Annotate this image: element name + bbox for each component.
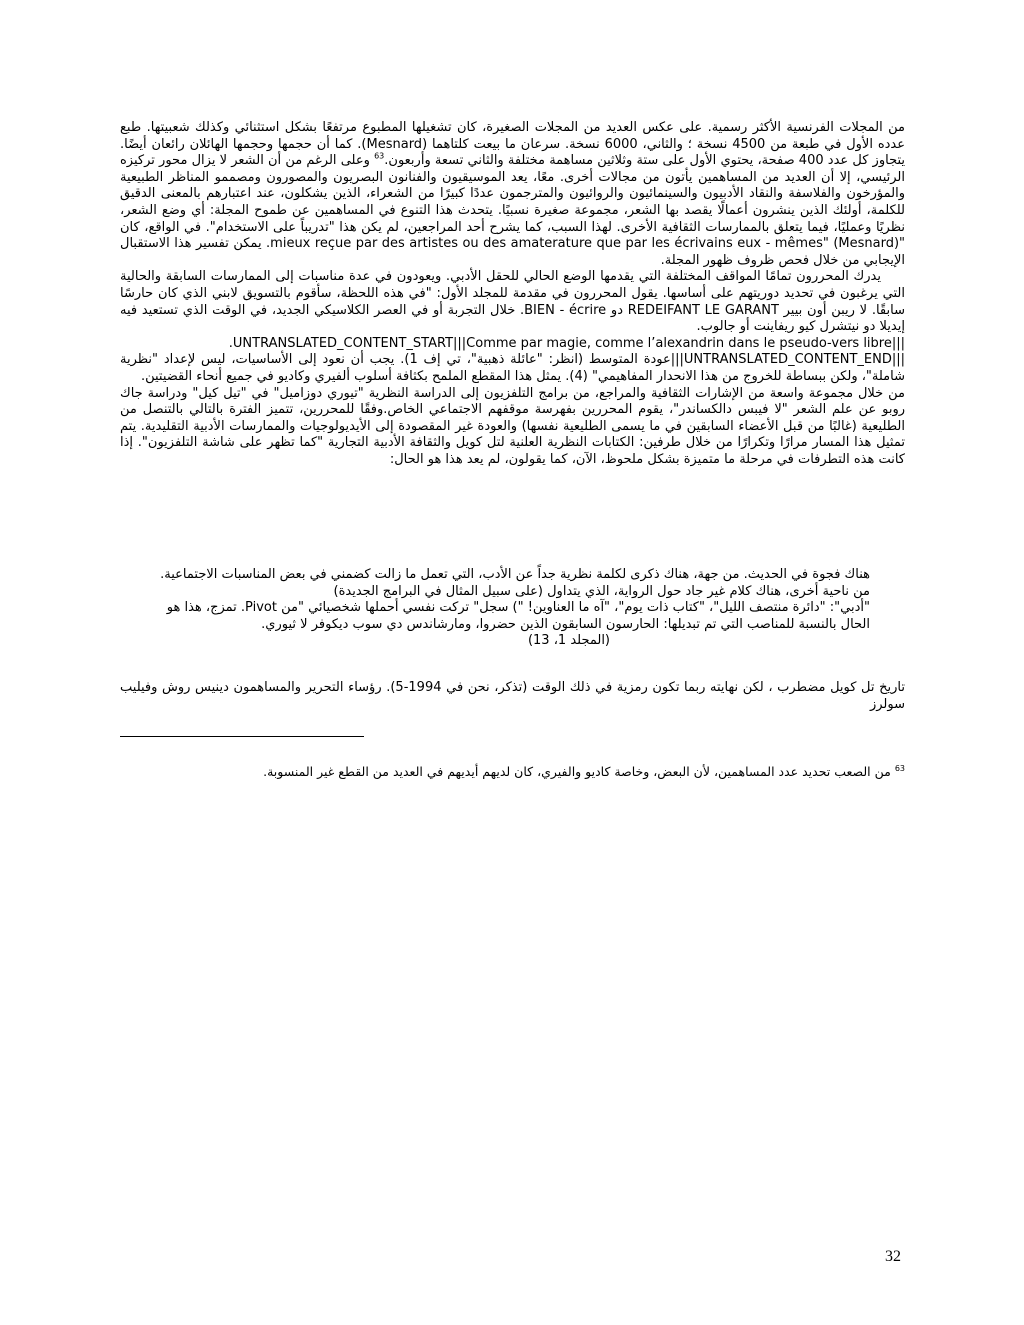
footnote-number: 63 [894,763,905,773]
paragraph-3: من خلال مجموعة واسعة من الإشارات الثقافية والمراجع، من برامج التلفزيون إلى الدراسة النظرية "تيوري دوزاميل" في "تيل كيل" ودراسة جاك روبو عن علم الشعر "لا فيبس دالكساندر"، يقوم المحررين بفهرسة موقفهم الاجتماعي الخاص.وفقًا للمحررين، تتميز الفترة بالتالي بالتنصل من الطليعية (غالبًا من قبل الأعضاء السابقين في ما يسمى الطليعية نفسها) والعودة غير المقصودة إلى الأيديولوجيات والممارسات الأدبية التقليدية. يتم تمثيل هذا المسار مرارًا وتكرارًا من خلال طرفين: الكتابات النظرية العلنية لتل كويل والثقافة الأدبية التجارية "كما تظهر على شاشة التلفزيون". إذا كانت هذه التطرفات في مرحلة ما متميزة بشكل ملحوظ، الآن، كما يقولون، لم يعد هذا هو الحال: [120,385,905,467]
paragraph-2: يدرك المحررون تمامًا المواقف المختلفة التي يقدمها الوضع الحالي للحقل الأدبي. ويعودون في عدة مناسبات إلى الممارسات السابقة والحالية التي يرغبون في تحديد دوريتهم على أساسها. يقول المحررون في مقدمة للمجلد الأول: "في هذه اللحظة، سأقوم بالتسويق لابني الذي كان حارسًا سابقًا. لا ريبن أون بيير REDEIFANT LE GARANT دو BIEN - écrire. خلال التجربة أو في العصر الكلاسيكي الجديد، في الوقت الذي تستعيد فيه إيديلا دو نيتشرل كيو ريفاينت أو جالوب. [120,269,905,335]
quote-line-2: "أدبي": "دائرة منتصف الليل"، "كتاب ذات يوم"، "آه ما العناوين! ") سجل" تركت نفسي أحملها شخصيائي "من Pivot. تمزج، هذا هو الحال بالنسبة للمناصب التي تم تبديلها: الحارسون السابقون الذين حضروا، ومارشاندس دي سوب ديكوفر لا ثيوري. [166,600,870,632]
page-number: 32 [885,1248,901,1265]
quote-citation: (المجلد 1، 13) [527,633,610,649]
footnote-text: من الصعب تحديد عدد المساهمين، لأن البعض، وخاصة كاديو والفيري، كان لديهم أيديهم في العديد من القطع غير المنسوبة. [263,764,895,779]
paragraph-1 [120,120,905,269]
footnote-reference: 63 [374,151,385,161]
paragraph-1-part-2: وعلى الرغم من أن الشعر لا يزال محور تركيزه الرئيسي، إلا أن العديد من المساهمين يأتون من مجالات أخرى. معًا، يعد الموسيقيون والفنانون البصريون والمصورون ومصممو المناظر الطبيعية والمؤرخون والفلاسفة والنقاد الأدبيون والسينمائيون والروائيون والمترجمون عددًا كبيرًا من الشعراء، الذين يشكلون، عند اعتبارهم بالمعنى الدقيق للكلمة، أولئك الذين ينشرون أعمالًا يقصد بها الشعر، مجموعة صغيرة نسبيًا. يتحدث هذا التنوع في المساهمين عن طموح المجلة: أي وضع الشعر، نظريًا وعمليًا، فيما يتعلق بالممارسات الثقافية الأخرى. لهذا السبب، كما يشرح أحد المراجعين، لم يكن هذا "تدريباً على الاستخدام". في الواقع، كان "mieux reçue par des artistes ou des amaterature que par les écrivains eux - mêmes" (Mesnard). يمكن تفسير هذا الاستقبال الإيجابي من خلال فحص ظروف ظهور المجلة. [120,153,906,268]
paragraph-1-part-1: من المجلات الفرنسية الأكثر رسمية. على عكس العديد من المجلات الصغيرة، كان تشغيلها المطبوع مرتفعًا بشكل استثنائي وكذلك شعبيتها. طبع عدده الأول في طبعة من 4500 نسخة ؛ والثاني، 6000 نسخة. سرعان ما بيعت كلتاهما (Mesnard). كما أن حجمها وحجمها الهائلان رائعان أيضًا. يتجاوز كل عدد 400 صفحة، يحتوي الأول على ستة وثلاثين مساهمة مختلفة والثاني تسعة وأربعون. [120,120,906,169]
main-body-text [120,120,905,468]
footnote [120,764,905,781]
untranslated-line-1: .UNTRANSLATED_CONTENT_START|||Comme par magie, comme l’alexandrin dans le pseudo-vers libre||| [228,335,905,351]
history-paragraph [120,680,905,713]
footnote-text-line [120,764,905,781]
footnote-separator [120,736,364,737]
quote-line-1: هناك فجوة في الحديث. من جهة، هناك ذكرى لكلمة نظرية جداً عن الأدب، التي تعمل ما زالت كضمني في بعض المناسبات الاجتماعية. من ناحية أخرى، هناك كلام غير جاد حول الرواية، الذي يتداول (على سبيل المثال في البرامج الجديدة) [160,567,870,599]
block-quote [150,567,870,650]
untranslated-line-2: |||UNTRANSLATED_CONTENT_END|||عودة المتوسط (انظر: "عائلة ذهبية"، تي إف 1). يجب أن نعود إلى الأساسيات، ليس لإعداد "نظرية شاملة"، ولكن ببساطة للخروج من هذا الانحدار المفاهيمي" (4). يمثل هذا المقطع الملمح بكثافة أسلوب ألفيري وكاديو في جميع أنحاء القضيتين. [120,352,906,384]
history-text: تاريخ تل كويل مضطرب ، لكن نهايته ربما تكون رمزية في ذلك الوقت (تذكر، نحن في 1994-5). رؤساء التحرير والمساهمون دينيس روش وفيليب سولرز [120,680,905,712]
